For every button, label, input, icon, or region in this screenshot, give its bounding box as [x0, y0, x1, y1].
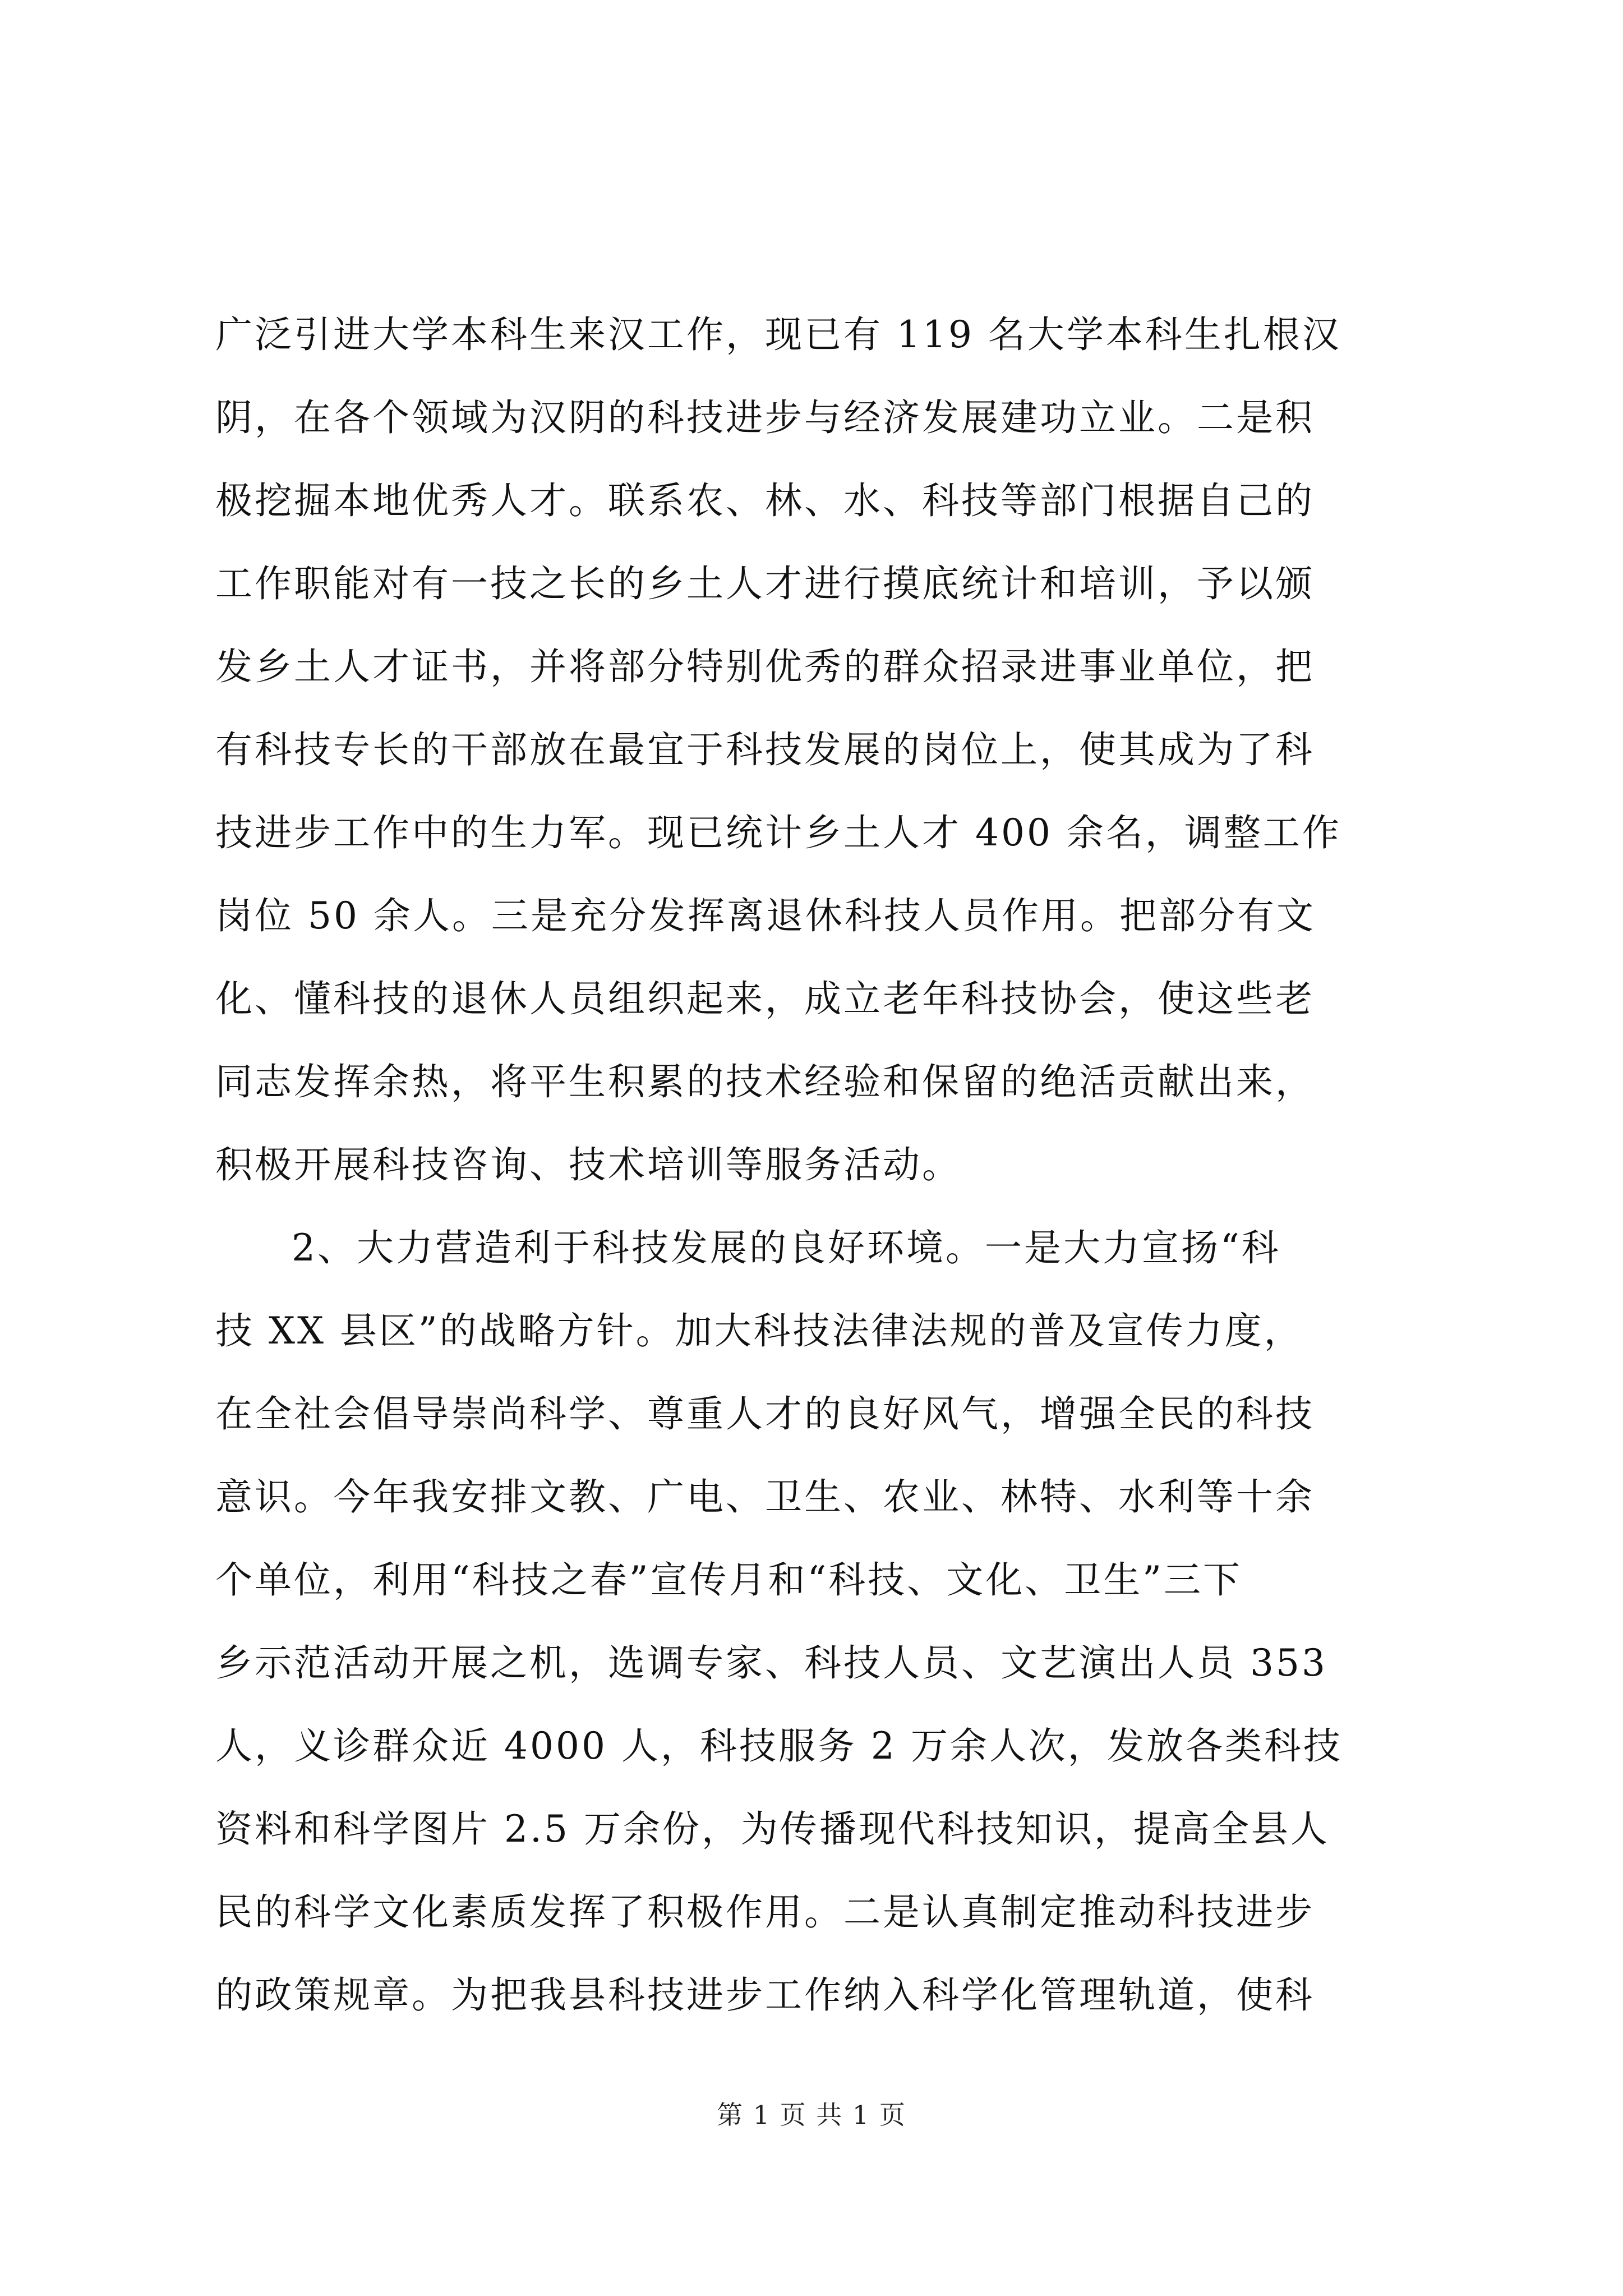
page-footer: 第 1 页 共 1 页 [717, 2100, 906, 2130]
text-line: 有科技专长的干部放在最宜于科技发展的岗位上，使其成为了科 [215, 728, 1315, 771]
text-line: 阴，在各个领域为汉阴的科技进步与经济发展建功立业。二是积 [215, 396, 1315, 439]
paragraph-start-line: 2、大力营造利于科技发展的良好环境。一是大力宣扬“科 [292, 1226, 1281, 1269]
text-line: 人，义诊群众近 4000 人，科技服务 2 万余人次，发放各类科技 [215, 1724, 1343, 1768]
text-line: 发乡土人才证书，并将部分特别优秀的群众招录进事业单位，把 [215, 645, 1315, 688]
text-line: 岗位 50 余人。三是充分发挥离退休科技人员作用。把部分有文 [215, 894, 1316, 937]
text-line: 资料和科学图片 2.5 万余份，为传播现代科技知识，提高全县人 [215, 1807, 1330, 1851]
text-line: 同志发挥余热，将平生积累的技术经验和保留的绝活贡献出来， [215, 1060, 1315, 1103]
text-line: 化、懂科技的退休人员组织起来，成立老年科技协会，使这些老 [215, 977, 1315, 1020]
text-line: 技 XX 县区”的战略方针。加大科技法律法规的普及宣传力度， [215, 1309, 1303, 1352]
text-line: 技进步工作中的生力军。现已统计乡土人才 400 余名，调整工作 [215, 811, 1341, 854]
text-line: 意识。今年我安排文教、广电、卫生、农业、林特、水利等十余 [215, 1475, 1315, 1519]
text-line: 工作职能对有一技之长的乡土人才进行摸底统计和培训，予以颁 [215, 562, 1315, 605]
text-line: 极挖掘本地优秀人才。联系农、林、水、科技等部门根据自己的 [215, 479, 1315, 522]
text-line: 民的科学文化素质发挥了积极作用。二是认真制定推动科技进步 [215, 1890, 1315, 1934]
text-line: 广泛引进大学本科生来汉工作，现已有 119 名大学本科生扎根汉 [215, 313, 1341, 356]
text-line: 的政策规章。为把我县科技进步工作纳入科学化管理轨道，使科 [215, 1973, 1315, 2017]
text-line: 个单位，利用“科技之春”宣传月和“科技、文化、卫生”三下 [215, 1558, 1242, 1602]
text-line: 积极开展科技咨询、技术培训等服务活动。 [215, 1143, 961, 1186]
text-line: 在全社会倡导崇尚科学、尊重人才的良好风气，增强全民的科技 [215, 1392, 1315, 1435]
text-line: 乡示范活动开展之机，选调专家、科技人员、文艺演出人员 353 [215, 1641, 1327, 1685]
